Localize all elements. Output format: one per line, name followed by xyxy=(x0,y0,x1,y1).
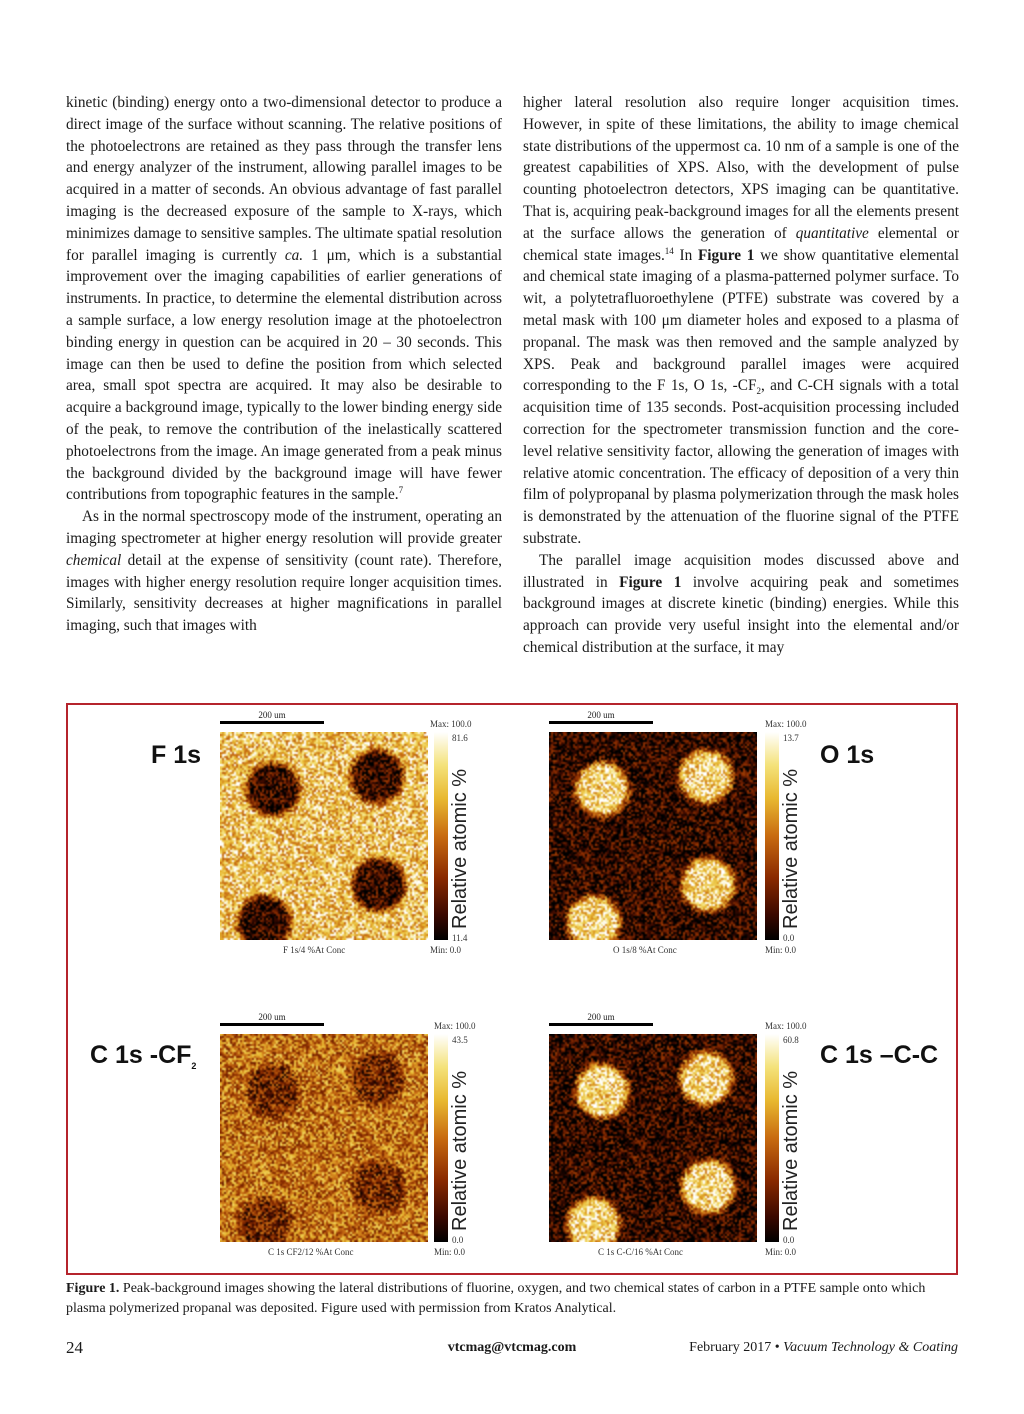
map-bottom-label: C 1s C-C/16 %At Conc xyxy=(598,1247,684,1257)
figure-1 xyxy=(66,703,958,1275)
elemental-map-o1s xyxy=(549,732,757,940)
panel-label: F 1s xyxy=(151,741,202,769)
footer-issue: February 2017 • Vacuum Technology & Coating xyxy=(689,1340,958,1355)
colorbar-top-value: 13.7 xyxy=(783,733,799,743)
elemental-map-c1s-cf2 xyxy=(220,1034,428,1242)
scale-bar xyxy=(549,721,653,724)
colorbar xyxy=(434,732,448,940)
elemental-map-f1s xyxy=(220,732,428,940)
right-paragraph-1: higher lateral resolution also require longer acquisition times. However, in spite of these limitations, the ability to image chemical state distributions of the uppermost ca. 10 nm of a sample is one of the greatest capabilities of XPS. Also, with the development of pulse counting photoelectron detectors, XPS imaging can be quantitative. That is, acquiring peak-background images for all the elements present at the surface allows the generation of quantitative elemental or chemical state images.$^{14}$ In Figure 1 we show quantitative elemental and chemical state imaging of a plasma-patterned polymer surface. To wit, a polytetrafluoroethylene (PTFE) substrate was covered by a metal mask with 100 μm diameter holes and exposed to a plasma of propanal. The mask was then removed and the sample analyzed by XPS. Peak and background parallel images were acquired corresponding to the F 1s, O 1s, $-CF_2$, and C-CH signals with a total acquisition time of 135 seconds. Post-acquisition processing included correction for the spectrometer transmission function and the core-level relative sensitivity factor, allowing the generation of images with relative atomic concentration. The efficacy of deposition of a very thin film of polypropanal by plasma polymerization through the mask holes is demonstrated by the attenuation of the fluorine signal of the PTFE substrate. xyxy=(523,94,959,547)
scale-bar-label: 200 um xyxy=(258,710,286,720)
max-label: Max: 100.0 xyxy=(765,1021,807,1031)
colorbar-label: Relative atomic % xyxy=(780,1070,802,1231)
max-label: Max: 100.0 xyxy=(430,719,472,729)
colorbar xyxy=(765,1034,779,1242)
colorbar-bottom-value: 0.0 xyxy=(452,1235,464,1245)
colorbar-label: Relative atomic % xyxy=(449,768,471,929)
footer-email[interactable]: vtcmag@vtcmag.com xyxy=(447,1340,577,1355)
left-text-column xyxy=(66,92,502,637)
page-number: 24 xyxy=(66,1338,83,1357)
colorbar-top-value: 43.5 xyxy=(452,1035,468,1045)
scale-bar-label: 200 um xyxy=(587,1012,615,1022)
colorbar-bottom-value: 0.0 xyxy=(783,933,795,943)
colorbar xyxy=(434,1034,448,1242)
scale-bar xyxy=(220,721,324,724)
min-label: Min: 0.0 xyxy=(765,945,797,955)
magazine-title: Vacuum Technology & Coating xyxy=(783,1340,958,1355)
figure-caption xyxy=(66,1279,958,1319)
scale-bar xyxy=(549,1023,653,1026)
scale-bar-label: 200 um xyxy=(258,1012,286,1022)
left-paragraph-2: As in the normal spectroscopy mode of the instrument, operating an imaging spectrometer at higher energy resolution will provide greater chemical detail at the expense of sensitivity (count rate). Therefore, images with higher energy resolution require longer acquisition times. Similarly, sensitivity decreases at higher magnifications in parallel imaging, such that images with xyxy=(66,508,502,635)
colorbar xyxy=(765,732,779,940)
panel-label: C 1s $-CF_2$ xyxy=(90,1041,197,1071)
scale-bar xyxy=(220,1023,324,1026)
panel-label: C 1s –C-C xyxy=(820,1041,939,1069)
min-label: Min: 0.0 xyxy=(430,945,462,955)
left-paragraph-1: kinetic (binding) energy onto a two-dimensional detector to produce a direct image of the surface without scanning. The relative positions of the photoelectrons are retained as they pass through the transfer lens and energy analyzer of the instrument, allowing parallel images to be acquired in a matter of seconds. An obvious advantage of fast parallel imaging is the decreased exposure of the sample to X-rays, which minimizes damage to sensitive samples. The ultimate spatial resolution for parallel imaging is currently ca. 1 μm, which is a substantial improvement over the imaging capabilities of earlier generations of instruments. In practice, to determine the elemental distribution across a sample surface, a low energy resolution image at the photoelectron binding energy in question can be acquired in 20 – 30 seconds. This image can then be used to define the position from which selected area, small spot spectra are acquired. It may also be desirable to acquire a background image, typically to the lower binding energy side of the peak, to remove the contribution of the inelastically scattered photoelectrons from the image. An image generated from a peak minus the background divided by the background image will have fewer contributions from topographic features in the sample.$^7$ xyxy=(66,94,502,504)
max-label: Max: 100.0 xyxy=(765,719,807,729)
min-label: Min: 0.0 xyxy=(434,1247,466,1257)
map-bottom-label: O 1s/8 %At Conc xyxy=(613,945,677,955)
map-bottom-label: F 1s/4 %At Conc xyxy=(283,945,346,955)
right-text-column xyxy=(523,92,959,659)
colorbar-bottom-value: 11.4 xyxy=(452,933,468,943)
colorbar-bottom-value: 0.0 xyxy=(783,1235,795,1245)
panel-label: O 1s xyxy=(820,741,875,769)
colorbar-label: Relative atomic % xyxy=(449,1070,471,1231)
right-paragraph-2: The parallel image acquisition modes discussed above and illustrated in Figure 1 involve acquiring peak and sometimes background images at discrete kinetic (binding) energies. While this approach can provide very useful insight into the elemental and/or chemical distribution at the surface, it may xyxy=(523,551,960,656)
elemental-map-c1s-cc xyxy=(549,1034,757,1242)
max-label: Max: 100.0 xyxy=(434,1021,476,1031)
min-label: Min: 0.0 xyxy=(765,1247,797,1257)
map-bottom-label: C 1s CF2/12 %At Conc xyxy=(268,1247,354,1257)
colorbar-top-value: 81.6 xyxy=(452,733,468,743)
caption-lead: Figure 1. xyxy=(66,1281,120,1296)
colorbar-label: Relative atomic % xyxy=(780,768,802,929)
scale-bar-label: 200 um xyxy=(587,710,615,720)
colorbar-top-value: 60.8 xyxy=(783,1035,799,1045)
caption-text: Peak-background images showing the lateral distributions of fluorine, oxygen, and two chemical states of carbon in a PTFE sample onto which plasma polymerized propanal was deposited. Figure used with permission from Kratos Analytical. xyxy=(66,1281,926,1316)
